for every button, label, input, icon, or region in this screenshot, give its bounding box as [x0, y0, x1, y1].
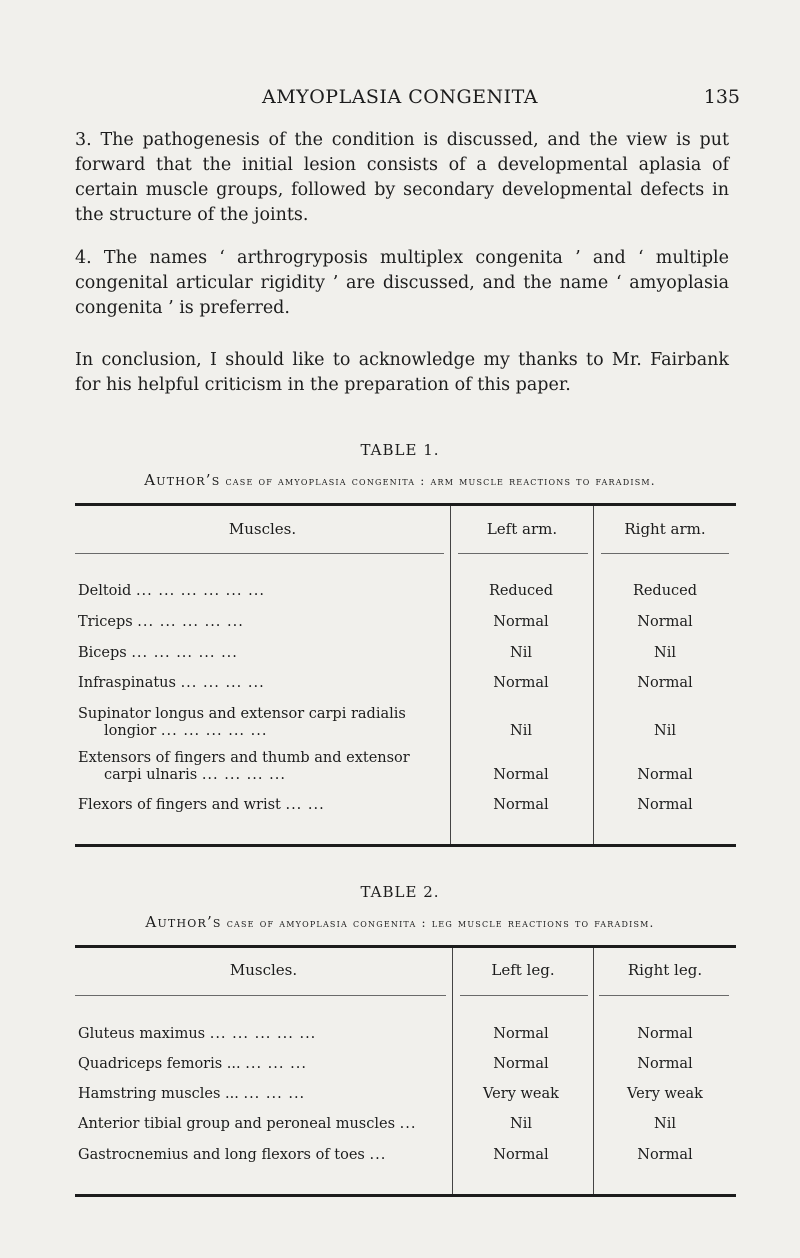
table-2-header-muscles: Muscles. — [229, 961, 298, 979]
table-1-row-6-muscle-cont: carpi ulnaris ... ... ... ... — [104, 767, 286, 783]
table-1-row-1-right: Reduced — [632, 583, 698, 599]
table-2-row-1-right: Normal — [637, 1026, 693, 1042]
table-1-row-4-right: Normal — [637, 675, 693, 691]
table-1-row-5-muscle: Supinator longus and extensor carpi radialis — [78, 706, 406, 722]
table-2-caption-lead: Author’s — [145, 913, 222, 931]
table-2-column-divider-right — [593, 948, 594, 1194]
table-1-row-7-left: Normal — [493, 797, 549, 813]
table-1-row-6-right: Normal — [637, 767, 693, 783]
table-2-header-rule-right — [599, 995, 729, 996]
table-2-top-rule — [75, 945, 736, 948]
table-2-header-rule-left — [460, 995, 588, 996]
table-1-row-2-left: Normal — [493, 614, 549, 630]
table-2-row-5-muscle: Gastrocnemius and long flexors of toes ... — [78, 1147, 387, 1163]
table-1-caption — [0, 471, 800, 489]
table-2-header-right-leg: Right leg. — [627, 961, 703, 979]
table-1-header-rule-left — [458, 553, 588, 554]
table-1-row-3-right: Nil — [654, 645, 676, 661]
table-2-row-5-left: Normal — [493, 1147, 549, 1163]
running-title: AMYOPLASIA CONGENITA — [262, 86, 538, 108]
paragraph-point-4: 4. The names ‘ arthrogryposis multiplex congenita ’ and ‘ multiple congenital articular rigidity ’ are discussed, and the name ‘ amyoplasia congenita ’ is preferred. — [75, 248, 729, 318]
table-2-header-left-leg: Left leg. — [491, 961, 555, 979]
table-1-row-2-muscle: Triceps ... ... ... ... ... — [78, 614, 244, 630]
table-1-row-6-left: Normal — [493, 767, 549, 783]
table-1-row-7-muscle: Flexors of fingers and wrist ... ... — [78, 797, 325, 813]
table-2-row-2-muscle: Quadriceps femoris ... ... ... ... — [78, 1056, 307, 1072]
table-2-title: TABLE 2. — [360, 883, 440, 901]
table-1-row-4-muscle: Infraspinatus ... ... ... ... — [78, 675, 265, 691]
table-1-header-rule-muscles — [75, 553, 444, 554]
table-2-row-3-right: Very weak — [627, 1086, 703, 1102]
table-2-row-4-muscle: Anterior tibial group and peroneal muscles ... — [78, 1116, 417, 1132]
table-1-row-5-left: Nil — [510, 723, 532, 739]
table-2-row-4-right: Nil — [654, 1116, 676, 1132]
table-1-caption-text: case of amyoplasia congenita : arm muscle reactions to faradism. — [225, 474, 656, 488]
table-1-header-muscles: Muscles. — [228, 520, 297, 538]
table-1-header-rule-right — [601, 553, 729, 554]
table-2-row-4-left: Nil — [510, 1116, 532, 1132]
table-2-row-2-right: Normal — [637, 1056, 693, 1072]
table-1-row-7-right: Normal — [637, 797, 693, 813]
table-2-row-3-left: Very weak — [483, 1086, 559, 1102]
page-number: 135 — [703, 86, 740, 108]
table-1 — [75, 503, 736, 849]
table-1-row-5-right: Nil — [654, 723, 676, 739]
table-1-caption-lead: Author’s — [144, 471, 221, 489]
table-2-header-rule-muscles — [75, 995, 446, 996]
table-2-caption — [0, 913, 800, 931]
table-1-bottom-rule — [75, 844, 736, 847]
table-1-row-1-left: Reduced — [488, 583, 554, 599]
table-2-row-1-left: Normal — [493, 1026, 549, 1042]
table-1-header-left-arm: Left arm. — [486, 520, 558, 538]
table-1-column-divider-right — [593, 506, 594, 844]
table-2-row-3-muscle: Hamstring muscles ... ... ... ... — [78, 1086, 306, 1102]
running-head — [0, 86, 800, 112]
table-1-title: TABLE 1. — [360, 441, 440, 459]
table-1-row-2-right: Normal — [637, 614, 693, 630]
table-1-row-3-muscle: Biceps ... ... ... ... ... — [78, 645, 238, 661]
table-1-row-3-left: Nil — [510, 645, 532, 661]
table-1-top-rule — [75, 503, 736, 506]
table-1-header-right-arm: Right arm. — [624, 520, 706, 538]
table-2-row-2-left: Normal — [493, 1056, 549, 1072]
table-1-row-5-muscle-cont: longior ... ... ... ... ... — [104, 723, 268, 739]
table-1-row-4-left: Normal — [493, 675, 549, 691]
table-2-caption-text: case of amyoplasia congenita : leg muscle reactions to faradism. — [226, 916, 655, 930]
table-2 — [75, 945, 736, 1199]
table-2-bottom-rule — [75, 1194, 736, 1197]
paragraph-conclusion: In conclusion, I should like to acknowledge my thanks to Mr. Fairbank for his helpful criticism in the preparation of this paper. — [75, 350, 729, 395]
paragraph-point-3: 3. The pathogenesis of the condition is discussed, and the view is put forward that the initial lesion consists of a developmental aplasia of certain muscle groups, followed by secondary developmental defects in the structure of the joints. — [75, 130, 729, 225]
table-2-row-1-muscle: Gluteus maximus ... ... ... ... ... — [78, 1026, 317, 1042]
table-1-row-1-muscle: Deltoid ... ... ... ... ... ... — [78, 583, 265, 599]
table-2-row-5-right: Normal — [637, 1147, 693, 1163]
table-1-row-6-muscle: Extensors of fingers and thumb and extensor — [78, 750, 410, 766]
